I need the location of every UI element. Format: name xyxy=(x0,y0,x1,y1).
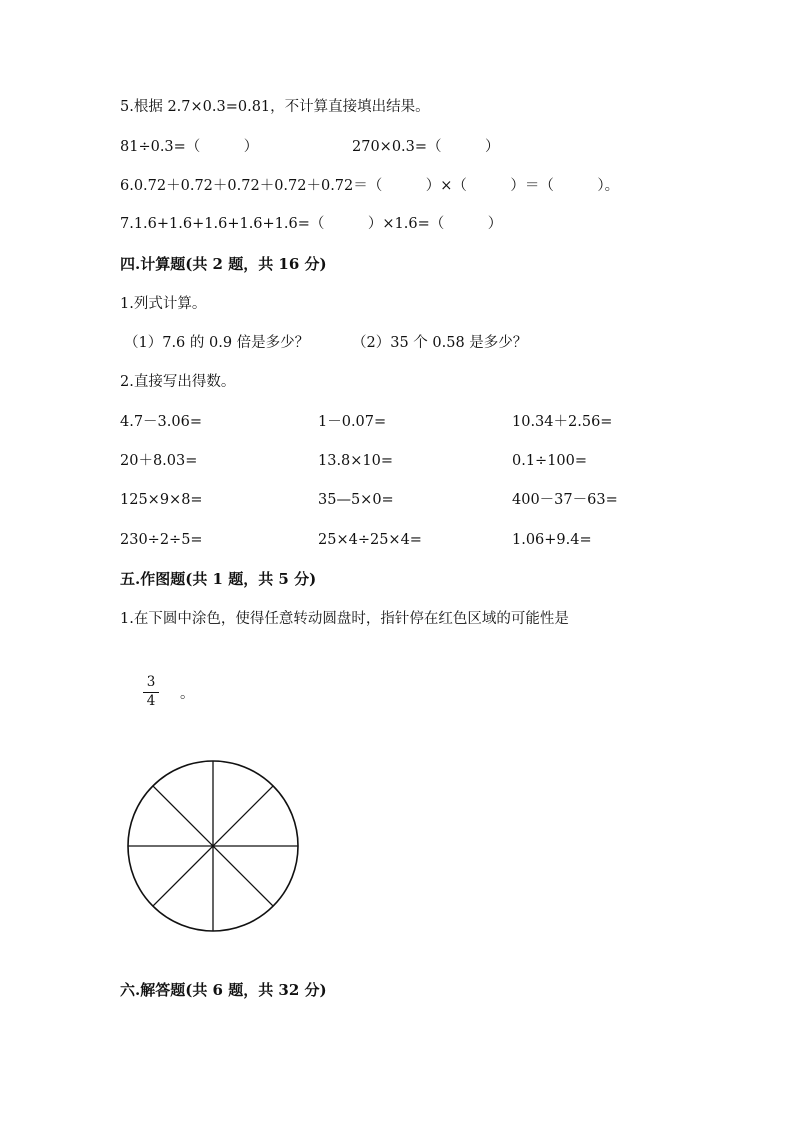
s4-q1-prompt: 1.列式计算。 xyxy=(120,296,207,312)
probability-fraction xyxy=(141,674,161,710)
spinner-circle[interactable] xyxy=(124,757,304,941)
q5-prompt: 5.根据 2.7×0.3=0.81，不计算直接填出结果。 xyxy=(120,99,430,115)
calc-item: 230÷2÷5= xyxy=(120,532,203,548)
section4-heading: 四.计算题(共 2 题，共 16 分) xyxy=(120,255,327,273)
calc-item: 20＋8.03= xyxy=(120,453,198,469)
s4-q2-prompt: 2.直接写出得数。 xyxy=(120,374,236,390)
calc-item: 35—5×0= xyxy=(318,492,394,508)
s4-q1-sub2: （2）35 个 0.58 是多少？ xyxy=(352,335,528,351)
fraction-numerator: 3 xyxy=(146,674,156,690)
calc-item: 4.7－3.06= xyxy=(120,414,202,430)
fraction-suffix: 。 xyxy=(180,686,195,702)
calc-item: 1.06+9.4= xyxy=(512,532,592,548)
calc-item: 400－37－63= xyxy=(512,492,618,508)
q6-text: 6.0.72＋0.72＋0.72＋0.72＋0.72＝（ ）×（ ）＝（ ）。 xyxy=(120,178,620,194)
fraction-denominator: 4 xyxy=(146,693,156,709)
calc-item: 13.8×10= xyxy=(318,453,394,469)
q5-part-a: 81÷0.3=（ ） xyxy=(120,139,259,155)
section6-heading: 六.解答题(共 6 题，共 32 分) xyxy=(120,981,327,999)
s5-q1-prompt: 1.在下圆中涂色，使得任意转动圆盘时，指针停在红色区域的可能性是 xyxy=(120,611,569,627)
calc-item: 25×4÷25×4= xyxy=(318,532,422,548)
calc-item: 10.34＋2.56= xyxy=(512,414,613,430)
q7-text: 7.1.6+1.6+1.6+1.6+1.6=（ ）×1.6=（ ） xyxy=(120,216,503,232)
spinner-diagram xyxy=(124,757,304,937)
calc-item: 1－0.07= xyxy=(318,414,387,430)
q5-part-b: 270×0.3=（ ） xyxy=(352,139,500,155)
calc-item: 125×9×8= xyxy=(120,492,203,508)
section5-heading: 五.作图题(共 1 题，共 5 分) xyxy=(120,570,317,588)
s4-q1-sub1: （1）7.6 的 0.9 倍是多少？ xyxy=(124,335,310,351)
calc-item: 0.1÷100= xyxy=(512,453,588,469)
